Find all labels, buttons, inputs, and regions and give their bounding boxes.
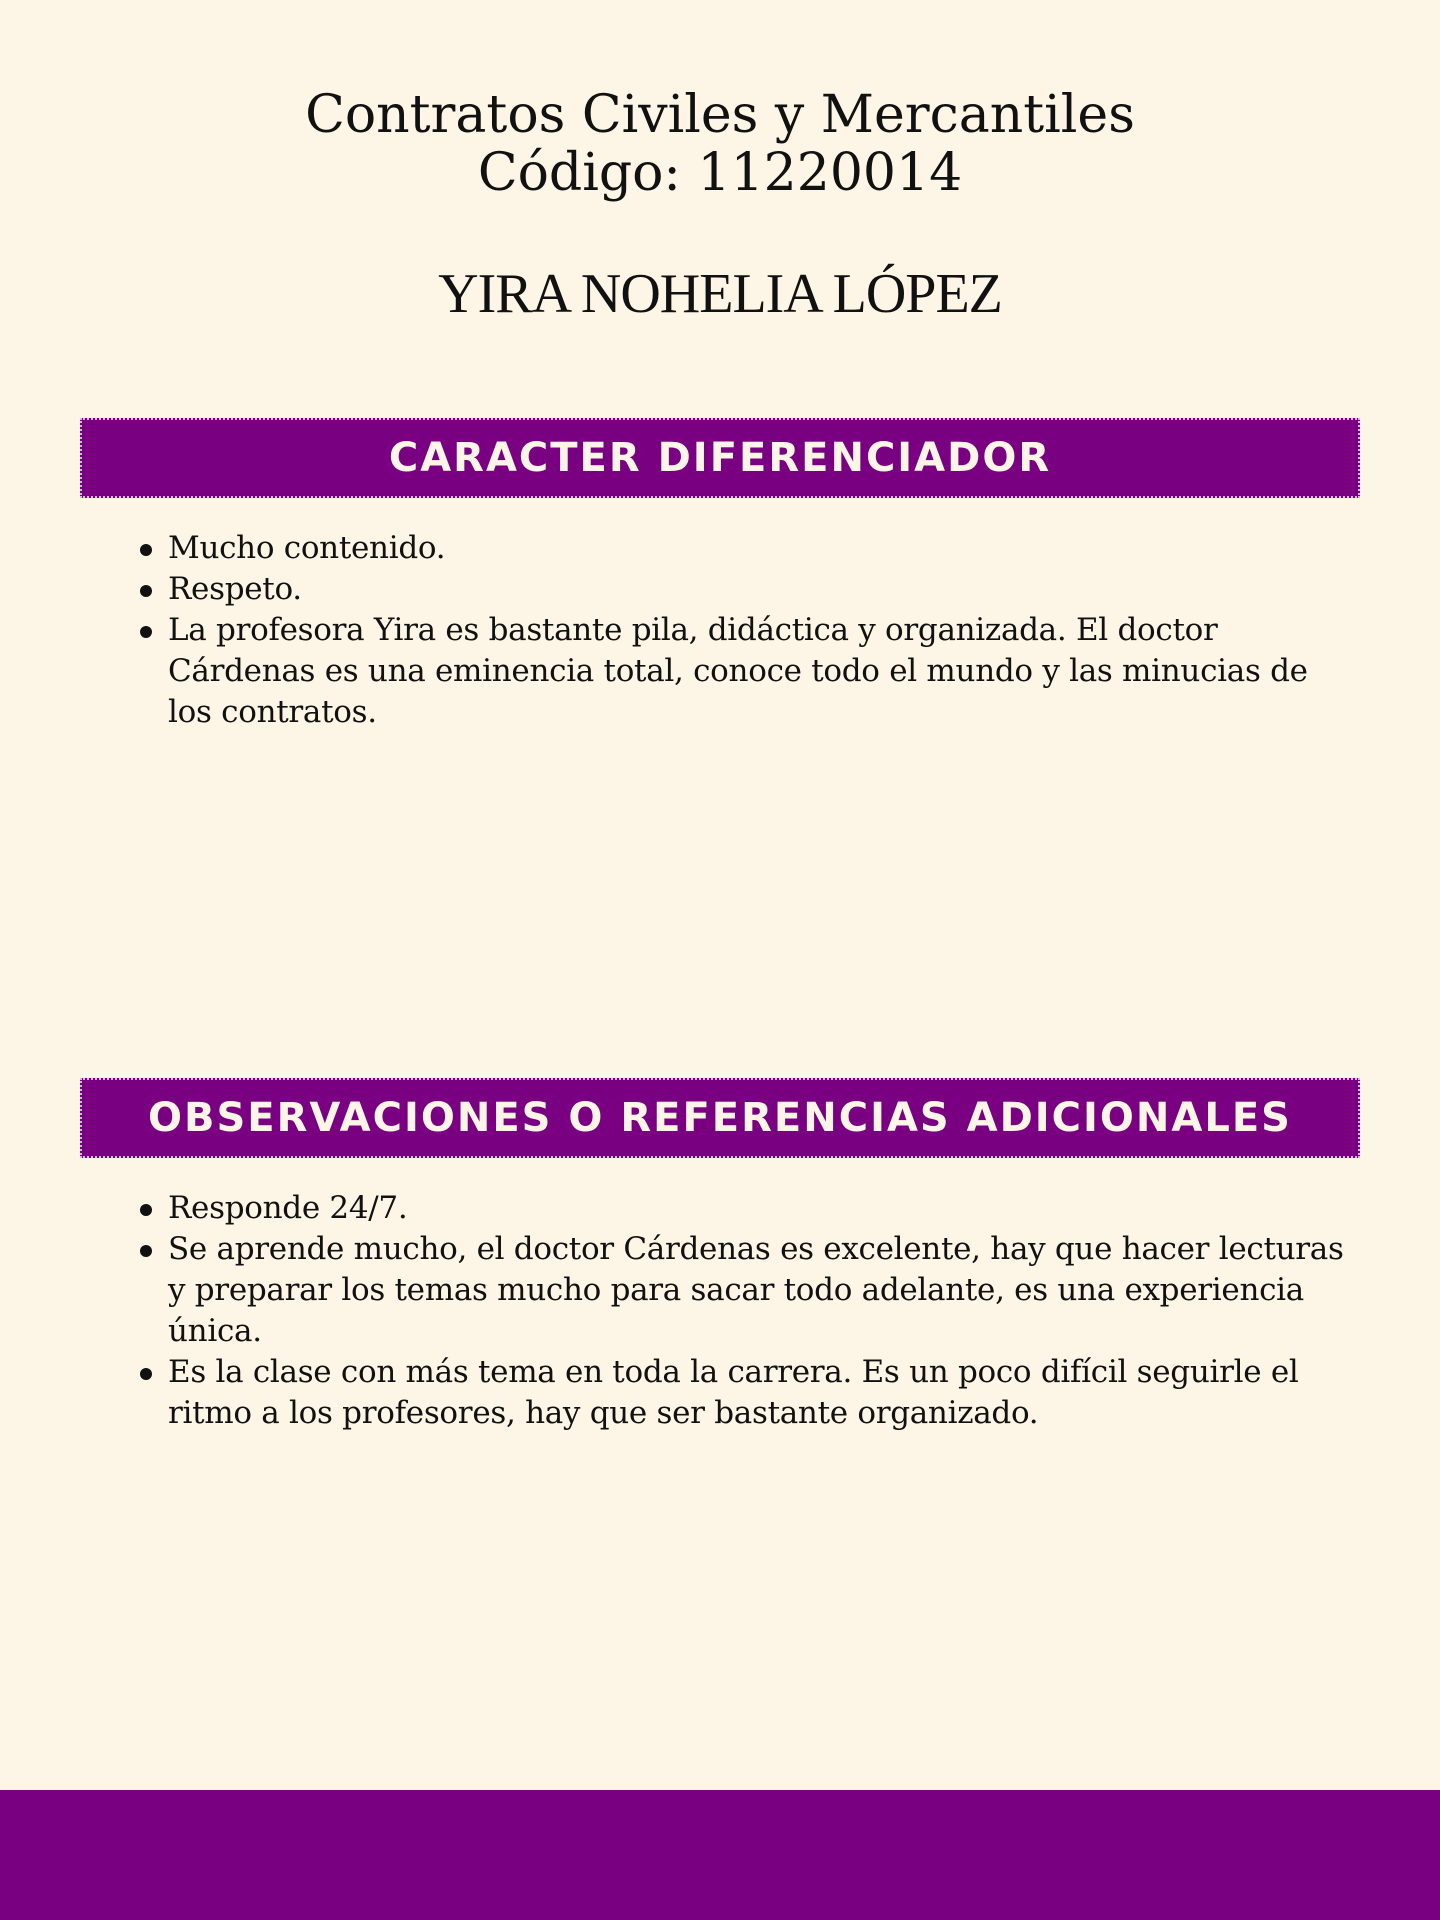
list-item: Es la clase con más tema en toda la carrera. Es un poco difícil seguirle el ritmo a los profesores, hay que ser bastante organizado.	[0, 1352, 1440, 1434]
section-title: OBSERVACIONES O REFERENCIAS ADICIONALES	[148, 1095, 1292, 1141]
section-banner-observaciones	[80, 1078, 1360, 1158]
professor-name: YIRA NOHELIA LÓPEZ	[438, 263, 1002, 325]
section-title: CARACTER DIFERENCIADOR	[388, 435, 1052, 481]
list-item: Responde 24/7.	[0, 1188, 1440, 1229]
caracter-list	[0, 528, 1440, 733]
list-item: Se aprende mucho, el doctor Cárdenas es excelente, hay que hacer lecturas y preparar los temas mucho para sacar todo adelante, es una experiencia única.	[0, 1229, 1440, 1352]
list-item: Mucho contenido.	[0, 528, 1440, 569]
list-item: Respeto.	[0, 569, 1440, 610]
footer-bar	[0, 1790, 1440, 1920]
observaciones-list	[0, 1188, 1440, 1434]
section-banner-caracter	[80, 418, 1360, 498]
document-header	[0, 86, 1440, 202]
list-item: La profesora Yira es bastante pila, didáctica y organizada. El doctor Cárdenas es una eminencia total, conoce todo el mundo y las minucias de los contratos.	[0, 610, 1440, 733]
course-title: Contratos Civiles y Mercantiles	[305, 85, 1135, 145]
course-code: Código: 11220014	[477, 143, 963, 203]
